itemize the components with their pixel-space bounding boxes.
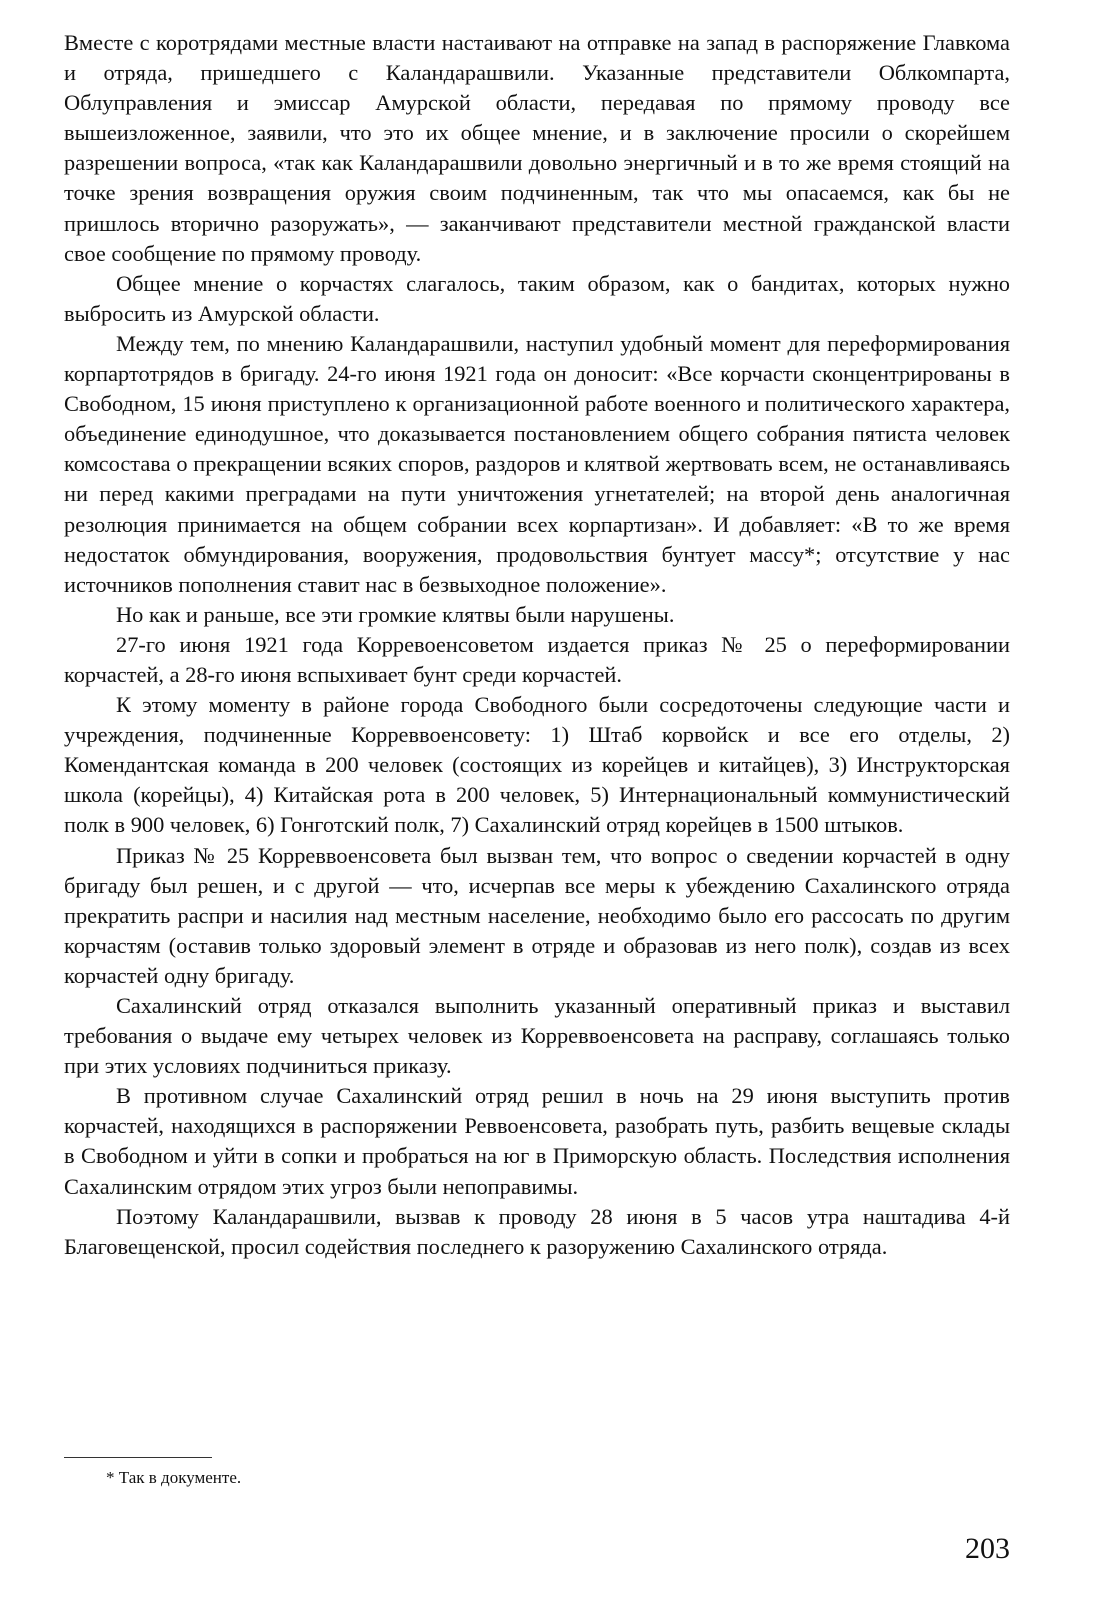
paragraph: Но как и раньше, все эти громкие клятвы были нарушены.	[116, 601, 675, 627]
footnote: * Так в документе.	[106, 1468, 242, 1487]
footnote-divider	[64, 1457, 212, 1458]
page-number: 203	[965, 1532, 1010, 1565]
paragraph: К этому моменту в районе города Свободного были сосредоточены следующие части и учреждения, подчиненные Корреввоенсовету: 1) Штаб корвойск и все его отделы, 2) Комендантская команда в 200 человек (состоящих из корейцев и китайцев), 3) Инструкторская школа (корейцы), 4) Китайская рота в 200 человек, 5) Интернациональный коммунистический полк в 900 человек, 6) Гонготский полк, 7) Сахалинский отряд корейцев в 1500 штыков.	[64, 692, 1010, 838]
paragraph: В противном случае Сахалинский отряд решил в ночь на 29 июня выступить против корчастей, находящихся в распоряжении Реввоенсовета, разобрать путь, разбить вещевые склады в Свободном и уйти в сопки и пробраться на юг в Приморскую область. Последствия исполнения Сахалинским отрядом этих угроз были непоправимы.	[64, 1083, 1010, 1199]
paragraph: Общее мнение о корчастях слагалось, таким образом, как о бандитах, которых нужно выбросить из Амурской области.	[64, 270, 1010, 326]
paragraph: Приказ № 25 Корреввоенсовета был вызван тем, что вопрос о сведении корчастей в одну бригаду был решен, и с другой — что, исчерпав все меры к убеждению Сахалинского отряда прекратить распри и насилия над местным население, необходимо было его рассосать по другим корчастям (оставив только здоровый элемент в отряде и образовав из него полк), создав из всех корчастей одну бригаду.	[64, 842, 1010, 988]
paragraph: Между тем, по мнению Каландарашвили, наступил удобный момент для переформирования корпартотрядов в бригаду. 24-го июня 1921 года он доносит: «Все корчасти сконцентрированы в Свободном, 15 июня приступлено к организационной работе военного и политического характера, объединение единодушное, что доказывается постановлением общего собрания пятиста человек комсостава о прекращении всяких споров, раздоров и клятвой жертвовать всем, не останавливаясь ни перед какими преградами на пути уничтожения угнетателей; на второй день аналогичная резолюция принимается на общем собрании всех корпартизан». И добавляет: «В то же время недостаток обмундирования, вооружения, продовольствия бунтует массу*; отсутствие у нас источников пополнения ставит нас в безвыходное положение».	[64, 330, 1010, 597]
page-body	[64, 28, 1010, 1262]
paragraph: Вместе с коротрядами местные власти настаивают на отправке на запад в распоряжение Главкома и отряда, пришедшего с Каландарашвили. Указанные представители Облкомпарта, Облуправления и эмиссар Амурской области, передавая по прямому проводу все вышеизложенное, заявили, что это их общее мнение, и в заключение просили о скорейшем разрешении вопроса, «так как Каландарашвили довольно энергичный и в то же время стоящий на точке зрения возвращения оружия своим подчиненным, так что мы опасаемся, как бы не пришлось вторично разоружать», — заканчивают представители местной гражданской власти свое сообщение по прямому проводу.	[64, 30, 1010, 266]
paragraph: Сахалинский отряд отказался выполнить указанный оперативный приказ и выставил требования о выдаче ему четырех человек из Корреввоенсовета на расправу, соглашаясь только при этих условиях подчиниться приказу.	[64, 993, 1010, 1079]
paragraph: Поэтому Каландарашвили, вызвав к проводу 28 июня в 5 часов утра наштадива 4-й Благовещенской, просил содействия последнего к разоружению Сахалинского отряда.	[64, 1203, 1010, 1259]
paragraph: 27-го июня 1921 года Корревоенсоветом издается приказ № 25 о переформировании корчастей, а 28-го июня вспыхивает бунт среди корчастей.	[64, 631, 1010, 687]
